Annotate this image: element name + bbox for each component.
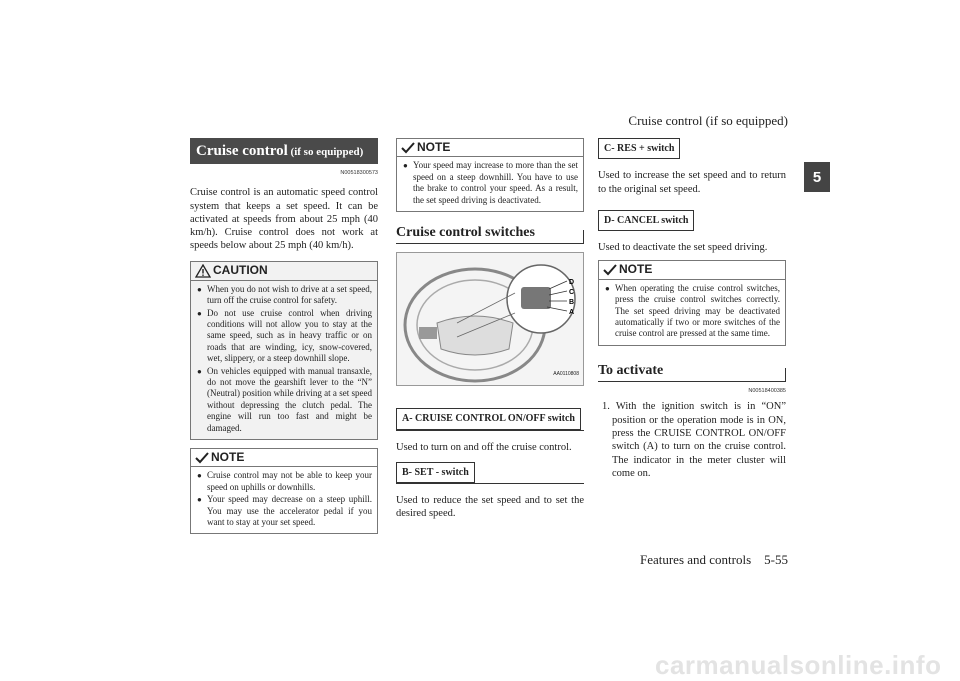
list-item: ● Your speed may decrease on a steep uphill. You may use the accelerator pedal if you want to stay at your set speed. (207, 494, 372, 528)
list-item: ● Your speed may increase to more than the set speed on a steep downhill. You have to use the brake to control your speed. As a result, the set speed driving is deactivated. (413, 160, 578, 206)
doc-code: N00518300573 (340, 170, 378, 176)
section-title-switches: Cruise control switches (396, 220, 584, 244)
column-1 (190, 138, 378, 534)
caution-title: CAUTION (213, 263, 268, 278)
callout-c: C (569, 289, 575, 297)
watermark: carmanualsonline.info (655, 650, 942, 680)
list-item: ● Do not use cruise control when driving conditions will not allow you to stay at the same speed, such as in heavy traffic or on roads that are winding, icy, snow-covered, wet, slippery, or a steep downhill slope. (207, 308, 372, 365)
switch-c-label: C- RES + switch (598, 138, 680, 159)
caution-box (190, 261, 378, 440)
callout-a: A (569, 309, 575, 317)
running-foot: Features and controls 5-55 (639, 552, 788, 567)
figure-code: AA0110808 (553, 370, 579, 377)
caution-header (191, 262, 377, 281)
note-header (599, 261, 785, 279)
pencil-check-icon (195, 452, 209, 464)
note-list (599, 280, 785, 345)
note-list (397, 157, 583, 211)
switch-a-description: Used to turn on and off the cruise control. (396, 441, 572, 453)
warning-triangle-icon (195, 264, 211, 278)
section-heading-cruise-control (190, 138, 378, 164)
step-1: 1. With the ignition switch is in “ON” position or the operation mode is in ON, press the CRUISE CONTROL ON/OFF switch (A) to turn on the cruise control. The indicator in the meter cluster will come on. (602, 401, 786, 479)
list-item: ● When you do not wish to drive at a set speed, turn off the cruise control for safety. (207, 284, 372, 307)
note-title: NOTE (211, 450, 245, 465)
running-head: Cruise control (if so equipped) (628, 113, 788, 128)
heading-main: Cruise control (196, 143, 288, 159)
switch-b-description: Used to reduce the set speed and to set the desired speed. (396, 495, 584, 520)
steering-wheel-figure (396, 252, 584, 386)
column-3 (598, 138, 786, 480)
note-header (397, 139, 583, 157)
callout-b: B (569, 299, 575, 307)
note-box (396, 138, 584, 212)
switch-a-label: A- CRUISE CONTROL ON/OFF switch (396, 408, 581, 429)
pencil-check-icon (603, 264, 617, 276)
pencil-check-icon (401, 142, 415, 154)
heading-sub: (if so equipped) (287, 146, 364, 158)
switch-c-description: Used to increase the set speed and to return to the original set speed. (598, 170, 786, 195)
intro-paragraph: Cruise control is an automatic speed control system that keeps a set speed. It can be activated at speeds from about 25 mph (40 km/h). Cruise control does not work at speeds below about 25 mph (40 km/h). (190, 187, 378, 252)
column-2 (396, 138, 584, 521)
list-item: ● When operating the cruise control switches, press the cruise control switches correctly. The set speed driving may be deactivated automatically if two or more switches of the cruise control are pressed at the same time. (615, 283, 780, 340)
list-item: ● Cruise control may not be able to keep your speed on uphills or downhills. (207, 470, 372, 493)
switch-b-label: B- SET - switch (396, 462, 475, 483)
note-title: NOTE (417, 140, 451, 154)
section-title-activate: To activate (598, 358, 786, 382)
switch-d-description: Used to deactivate the set speed driving. (598, 242, 768, 254)
note-box (598, 260, 786, 345)
chapter-tab: 5 (804, 162, 830, 192)
doc-code: N00518400385 (748, 388, 786, 395)
steering-wheel-illustration (397, 253, 583, 385)
note-list (191, 467, 377, 533)
note-header (191, 449, 377, 467)
caution-list (191, 281, 377, 439)
callout-d: D (569, 279, 575, 287)
note-title: NOTE (619, 262, 653, 277)
list-item: ● On vehicles equipped with manual transaxle, do not move the gearshift lever to the “N” (Neutral) position while driving at a set speed without depressing the clutch pedal. The engine will run too fast and might be damaged. (207, 366, 372, 434)
note-box (190, 448, 378, 534)
switch-d-label: D- CANCEL switch (598, 210, 694, 231)
